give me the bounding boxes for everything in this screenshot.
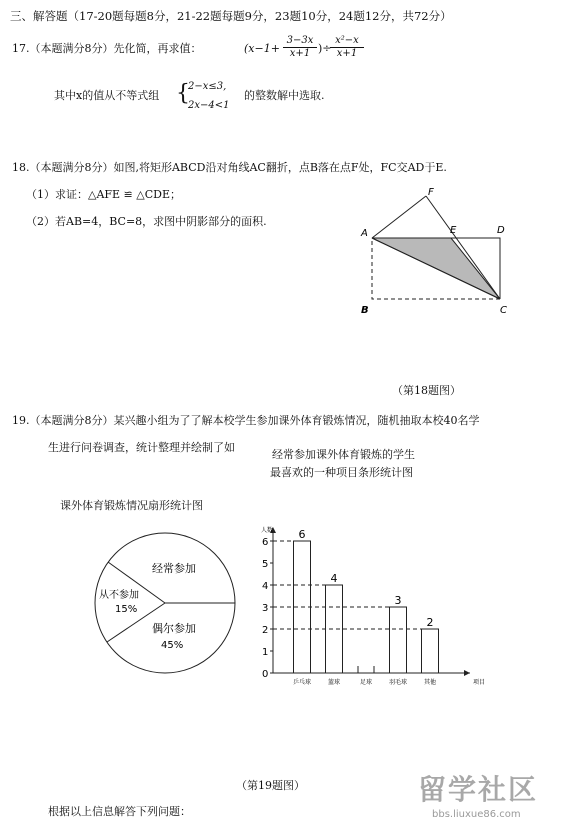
q19-stem-line-1: 19.（本题满分8分）某兴趣小组为了了解本校学生参加课外体育锻炼情况，随机抽取本校40名学 [12,414,480,427]
bar-value-label: 3 [394,594,402,607]
q17-condition-suffix: 的整数解中选取. [244,89,325,102]
bar-value-label: 2 [426,616,434,629]
label-b: B [361,305,369,316]
pie-label-sometimes: 偶尔参加 [152,622,196,635]
bar-x-axis-arrow [464,670,470,676]
bar-value-label: 4 [330,572,338,585]
watermark-url: bbs.liuxue86.com [432,809,521,820]
q17-fraction-2-denominator: x+1 [336,48,358,59]
q17-expr-mid: )÷ [318,42,332,55]
pie-chart-title: 课外体育锻炼情况扇形统计图 [60,499,203,512]
pie-label-often: 经常参加 [152,562,196,575]
label-f: F [428,187,434,198]
watermark-logo: 留学社区 [418,773,539,806]
q18-part-2: （2）若AB=4，BC=8，求图中阴影部分的面积. [26,215,267,228]
q17-fraction-2 [330,35,364,60]
section-heading: 三、解答题（17-20题每题8分，21-22题每题9分，23题10分，24题12分，共72分） [10,9,452,23]
q19-stem-line-2: 生进行问卷调查，统计整理并绘制了如 [48,441,235,454]
bar-y-tick-label: 4 [262,581,269,592]
q18-part-1: （1）求证：△AFE ≌ △CDE； [26,188,181,201]
bar-category-label: 羽毛球 [388,679,408,686]
segment-af [372,196,426,238]
q17-condition-prefix: 其中x的值从不等式组 [54,89,160,102]
bar-category-label: 篮球 [327,679,341,686]
bar [422,629,439,673]
label-d: D [497,225,505,236]
q17-fraction-1-denominator: x+1 [289,48,311,59]
bar-y-tick-label: 0 [262,669,269,680]
label-e: E [450,225,457,236]
q17-fraction-1-numerator: 3−3x [283,35,317,48]
label-c: C [500,305,507,316]
bar-x-axis-label: 项目 [473,679,486,686]
q17-inequality-1: 2−x≤3, [188,81,227,92]
bar-y-tick-label: 2 [262,625,269,636]
label-a: A [361,228,368,239]
pie-label-sometimes-percent: 45% [161,640,184,651]
q17-expr-open: (x−1+ [244,42,280,55]
bar-category-label: 足球 [359,679,373,686]
q17-brace: { [176,81,190,106]
bar [390,607,407,673]
bar-value-label: 6 [298,528,306,541]
bar-y-axis-label: 人数 [261,527,274,534]
pie-label-never: 从不参加 [99,590,139,601]
bar-category-label: 乒乓球 [292,679,312,686]
bar-y-tick-label: 1 [262,647,269,658]
q19-figure-caption: （第19题图） [236,779,305,792]
pie-label-never-percent: 15% [115,604,138,615]
bar-y-tick-label: 6 [262,537,269,548]
q17-inequality-2: 2x−4<1 [188,100,230,111]
bar-y-tick-label: 5 [262,559,269,570]
q18-figure-caption: （第18题图） [392,384,461,397]
q17-fraction-2-numerator: x²−x [330,35,364,48]
pie-chart [95,528,245,678]
q18-figure [350,180,530,320]
bar-chart-title-line-2: 最喜欢的一种项目条形统计图 [270,466,413,479]
q18-stem: 18.（本题满分8分）如图,将矩形ABCD沿对角线AC翻折，点B落在点F处，FC交AD于E. [12,161,447,174]
bar-chart-title-line-1: 经常参加课外体育锻炼的学生 [272,448,415,461]
bar-category-label: 其他 [423,679,437,686]
bar-chart [245,518,486,693]
bar-y-tick-label: 3 [262,603,269,614]
q17-fraction-1 [283,35,317,60]
q19-footer-text: 根据以上信息解答下列问题： [48,805,191,818]
q17-stem: 17.（本题满分8分）先化简，再求值： [12,42,202,55]
